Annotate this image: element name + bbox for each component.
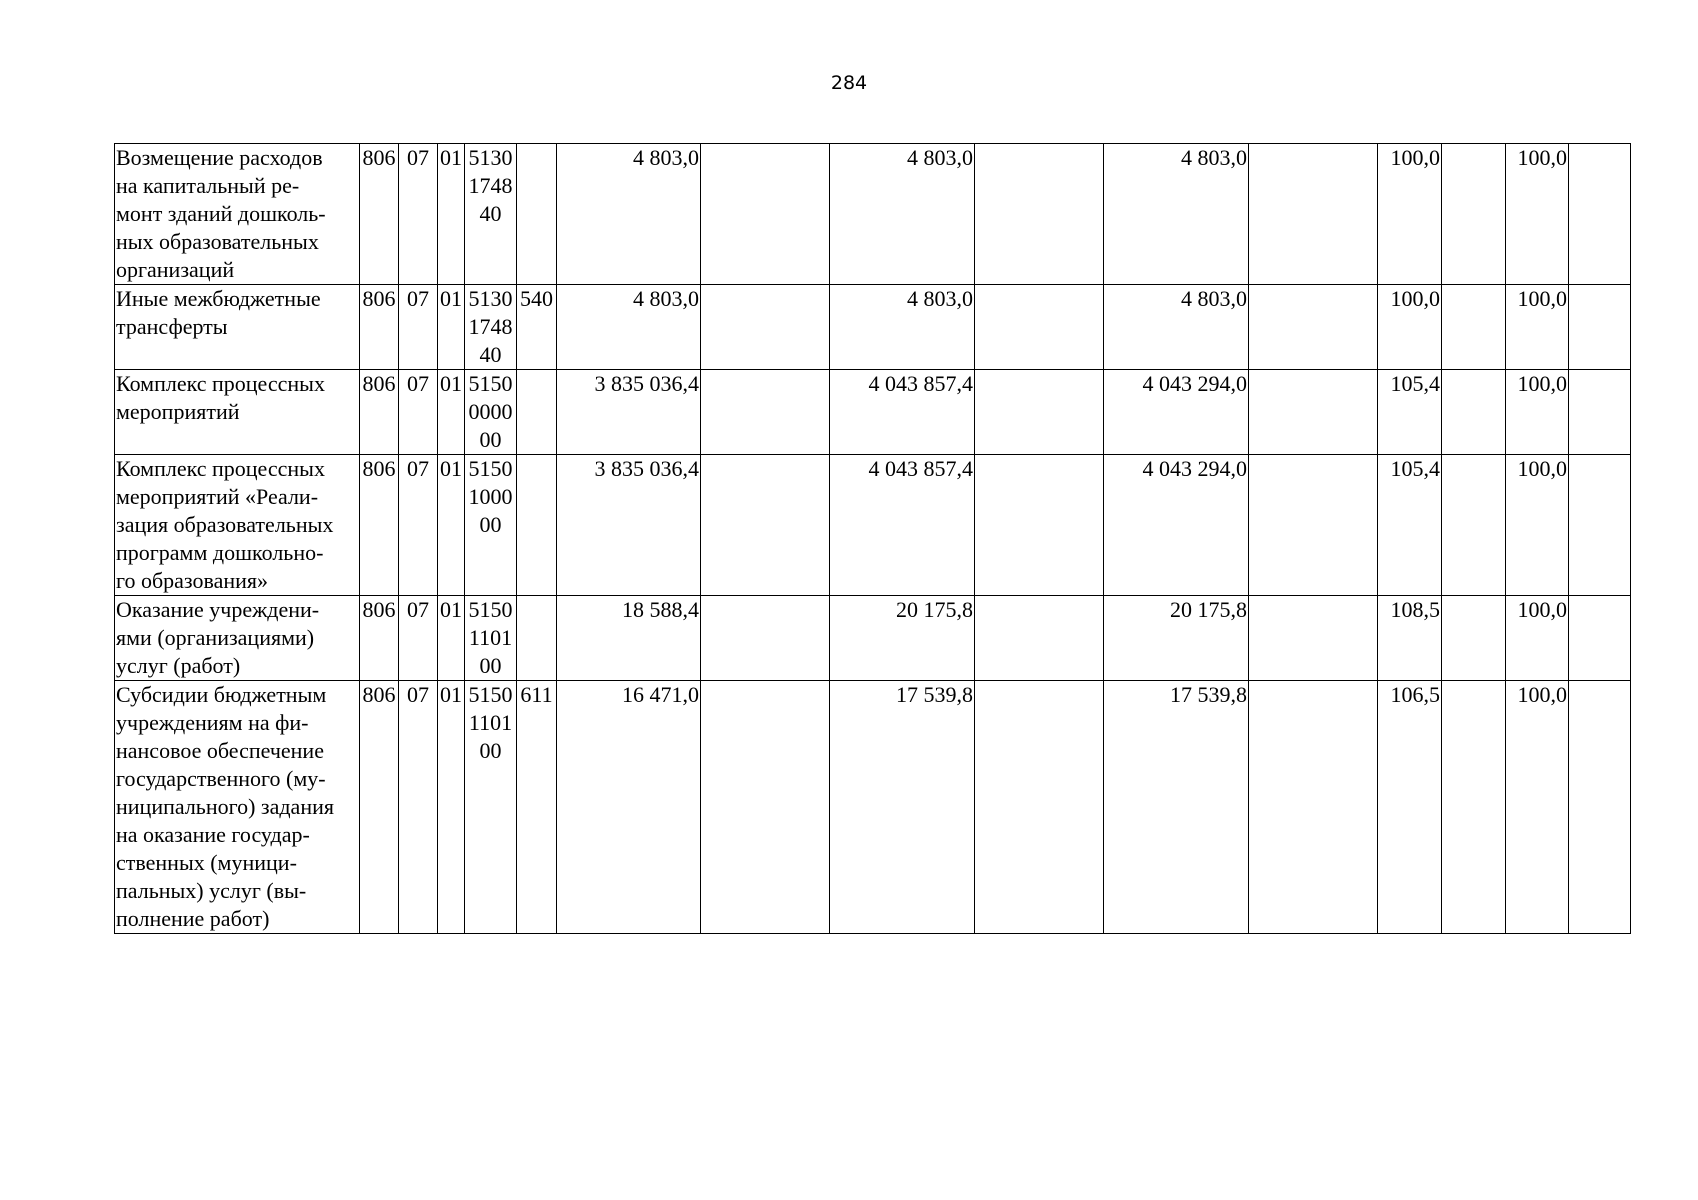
amount-cell-1: 3 835 036,4 — [557, 455, 701, 596]
empty-cell — [701, 370, 830, 455]
amount-cell-3: 20 175,8 — [1104, 596, 1249, 681]
target-article-code-line: 0000 — [468, 399, 513, 424]
subsection-code-cell: 01 — [438, 596, 465, 681]
empty-cell — [701, 596, 830, 681]
percent-cell-2: 100,0 — [1506, 285, 1569, 370]
empty-cell — [975, 596, 1104, 681]
table-row — [115, 144, 1631, 285]
target-article-code-cell — [465, 455, 517, 596]
amount-cell-1: 4 803,0 — [557, 285, 701, 370]
percent-cell-2: 100,0 — [1506, 144, 1569, 285]
amount-cell-1: 16 471,0 — [557, 681, 701, 934]
empty-cell — [1249, 370, 1378, 455]
empty-cell — [1249, 455, 1378, 596]
expense-name-line: ственных (муници- — [116, 850, 297, 875]
expense-name-cell — [115, 455, 360, 596]
section-code-cell: 07 — [399, 285, 438, 370]
grbs-code-cell: 806 — [360, 285, 399, 370]
expense-name-cell — [115, 681, 360, 934]
expense-name-line: Комплекс процессных — [116, 456, 325, 481]
target-article-code-line: 00 — [479, 512, 502, 537]
section-code-cell: 07 — [399, 596, 438, 681]
amount-cell-3: 4 803,0 — [1104, 144, 1249, 285]
expense-name-line: мероприятий «Реали- — [116, 484, 319, 509]
section-code-cell: 07 — [399, 370, 438, 455]
percent-cell-1: 108,5 — [1378, 596, 1442, 681]
table-row — [115, 285, 1631, 370]
target-article-code-line: 40 — [479, 201, 502, 226]
target-article-code-line: 00 — [479, 738, 502, 763]
expense-name-line: ниципального) задания — [116, 794, 334, 819]
expense-name-line: на оказание государ- — [116, 822, 310, 847]
empty-cell — [701, 681, 830, 934]
empty-cell — [1569, 455, 1631, 596]
empty-cell — [701, 144, 830, 285]
percent-cell-2: 100,0 — [1506, 370, 1569, 455]
expense-name-line: услуг (работ) — [116, 653, 241, 678]
amount-cell-1: 3 835 036,4 — [557, 370, 701, 455]
expense-name-line: нансовое обеспечение — [116, 738, 324, 763]
empty-cell — [1249, 681, 1378, 934]
target-article-code-line: 5150 — [468, 456, 513, 481]
target-article-code-line: 00 — [479, 653, 502, 678]
amount-cell-3: 4 803,0 — [1104, 285, 1249, 370]
expense-name-line: полнение работ) — [116, 906, 270, 931]
expense-name-cell — [115, 144, 360, 285]
target-article-code-cell — [465, 370, 517, 455]
empty-cell — [1442, 285, 1506, 370]
empty-cell — [1442, 596, 1506, 681]
empty-cell — [975, 285, 1104, 370]
expense-name-cell — [115, 370, 360, 455]
section-code-cell: 07 — [399, 681, 438, 934]
expense-name-line: ями (организациями) — [116, 625, 315, 650]
target-article-code-line: 1748 — [468, 173, 513, 198]
expense-type-code-cell — [517, 455, 557, 596]
empty-cell — [1569, 285, 1631, 370]
empty-cell — [975, 681, 1104, 934]
grbs-code-cell: 806 — [360, 681, 399, 934]
expense-name-line: зация образовательных — [116, 512, 334, 537]
expense-type-code-cell: 611 — [517, 681, 557, 934]
expense-type-code-cell: 540 — [517, 285, 557, 370]
target-article-code-line: 5130 — [468, 286, 513, 311]
target-article-code-line: 1000 — [468, 484, 513, 509]
expense-type-code-cell — [517, 596, 557, 681]
target-article-code-line: 1748 — [468, 314, 513, 339]
expense-name-line: Оказание учреждени- — [116, 597, 320, 622]
amount-cell-2: 20 175,8 — [830, 596, 975, 681]
amount-cell-1: 18 588,4 — [557, 596, 701, 681]
subsection-code-cell: 01 — [438, 681, 465, 934]
empty-cell — [1249, 144, 1378, 285]
percent-cell-2: 100,0 — [1506, 596, 1569, 681]
empty-cell — [975, 144, 1104, 285]
page-number: 284 — [830, 72, 868, 94]
empty-cell — [1442, 455, 1506, 596]
expense-name-cell — [115, 596, 360, 681]
empty-cell — [1442, 681, 1506, 934]
table-row — [115, 681, 1631, 934]
expense-type-code-cell — [517, 370, 557, 455]
percent-cell-1: 105,4 — [1378, 455, 1442, 596]
grbs-code-cell: 806 — [360, 144, 399, 285]
percent-cell-2: 100,0 — [1506, 681, 1569, 934]
target-article-code-cell — [465, 144, 517, 285]
subsection-code-cell: 01 — [438, 144, 465, 285]
expense-name-line: государственного (му- — [116, 766, 326, 791]
expense-name-line: Субсидии бюджетным — [116, 682, 327, 707]
amount-cell-2: 4 803,0 — [830, 144, 975, 285]
grbs-code-cell: 806 — [360, 596, 399, 681]
empty-cell — [701, 285, 830, 370]
target-article-code-line: 1101 — [468, 625, 513, 650]
expense-name-line: учреждениям на фи- — [116, 710, 309, 735]
amount-cell-3: 4 043 294,0 — [1104, 370, 1249, 455]
subsection-code-cell: 01 — [438, 455, 465, 596]
amount-cell-2: 4 043 857,4 — [830, 455, 975, 596]
target-article-code-line: 5150 — [468, 597, 513, 622]
percent-cell-1: 106,5 — [1378, 681, 1442, 934]
expense-name-line: мероприятий — [116, 399, 240, 424]
section-code-cell: 07 — [399, 144, 438, 285]
amount-cell-2: 4 803,0 — [830, 285, 975, 370]
subsection-code-cell: 01 — [438, 285, 465, 370]
amount-cell-3: 4 043 294,0 — [1104, 455, 1249, 596]
empty-cell — [1442, 370, 1506, 455]
expense-name-line: го образования» — [116, 568, 269, 593]
percent-cell-1: 100,0 — [1378, 285, 1442, 370]
target-article-code-line: 40 — [479, 342, 502, 367]
empty-cell — [1569, 681, 1631, 934]
empty-cell — [1249, 596, 1378, 681]
empty-cell — [1569, 596, 1631, 681]
expense-name-line: организаций — [116, 257, 235, 282]
expense-name-line: трансферты — [116, 314, 228, 339]
empty-cell — [1249, 285, 1378, 370]
target-article-code-cell — [465, 596, 517, 681]
expense-type-code-cell — [517, 144, 557, 285]
amount-cell-2: 4 043 857,4 — [830, 370, 975, 455]
amount-cell-2: 17 539,8 — [830, 681, 975, 934]
expense-name-line: пальных) услуг (вы- — [116, 878, 307, 903]
target-article-code-line: 5130 — [468, 145, 513, 170]
grbs-code-cell: 806 — [360, 370, 399, 455]
percent-cell-2: 100,0 — [1506, 455, 1569, 596]
target-article-code-line: 1101 — [468, 710, 513, 735]
expense-name-line: ных образовательных — [116, 229, 319, 254]
target-article-code-line: 5150 — [468, 682, 513, 707]
expense-name-line: Комплекс процессных — [116, 371, 325, 396]
expense-name-line: монт зданий дошколь- — [116, 201, 326, 226]
empty-cell — [1569, 370, 1631, 455]
percent-cell-1: 105,4 — [1378, 370, 1442, 455]
expense-name-cell — [115, 285, 360, 370]
expense-name-line: программ дошкольно- — [116, 540, 324, 565]
budget-table — [114, 143, 1631, 934]
expense-name-line: Иные межбюджетные — [116, 286, 321, 311]
expense-name-line: Возмещение расходов — [116, 145, 323, 170]
percent-cell-1: 100,0 — [1378, 144, 1442, 285]
empty-cell — [1442, 144, 1506, 285]
target-article-code-line: 00 — [479, 427, 502, 452]
section-code-cell: 07 — [399, 455, 438, 596]
target-article-code-cell — [465, 285, 517, 370]
empty-cell — [975, 370, 1104, 455]
amount-cell-1: 4 803,0 — [557, 144, 701, 285]
target-article-code-cell — [465, 681, 517, 934]
target-article-code-line: 5150 — [468, 371, 513, 396]
table-row — [115, 455, 1631, 596]
table-row — [115, 370, 1631, 455]
subsection-code-cell: 01 — [438, 370, 465, 455]
empty-cell — [701, 455, 830, 596]
empty-cell — [975, 455, 1104, 596]
expense-name-line: на капитальный ре- — [116, 173, 300, 198]
table-row — [115, 596, 1631, 681]
empty-cell — [1569, 144, 1631, 285]
grbs-code-cell: 806 — [360, 455, 399, 596]
amount-cell-3: 17 539,8 — [1104, 681, 1249, 934]
